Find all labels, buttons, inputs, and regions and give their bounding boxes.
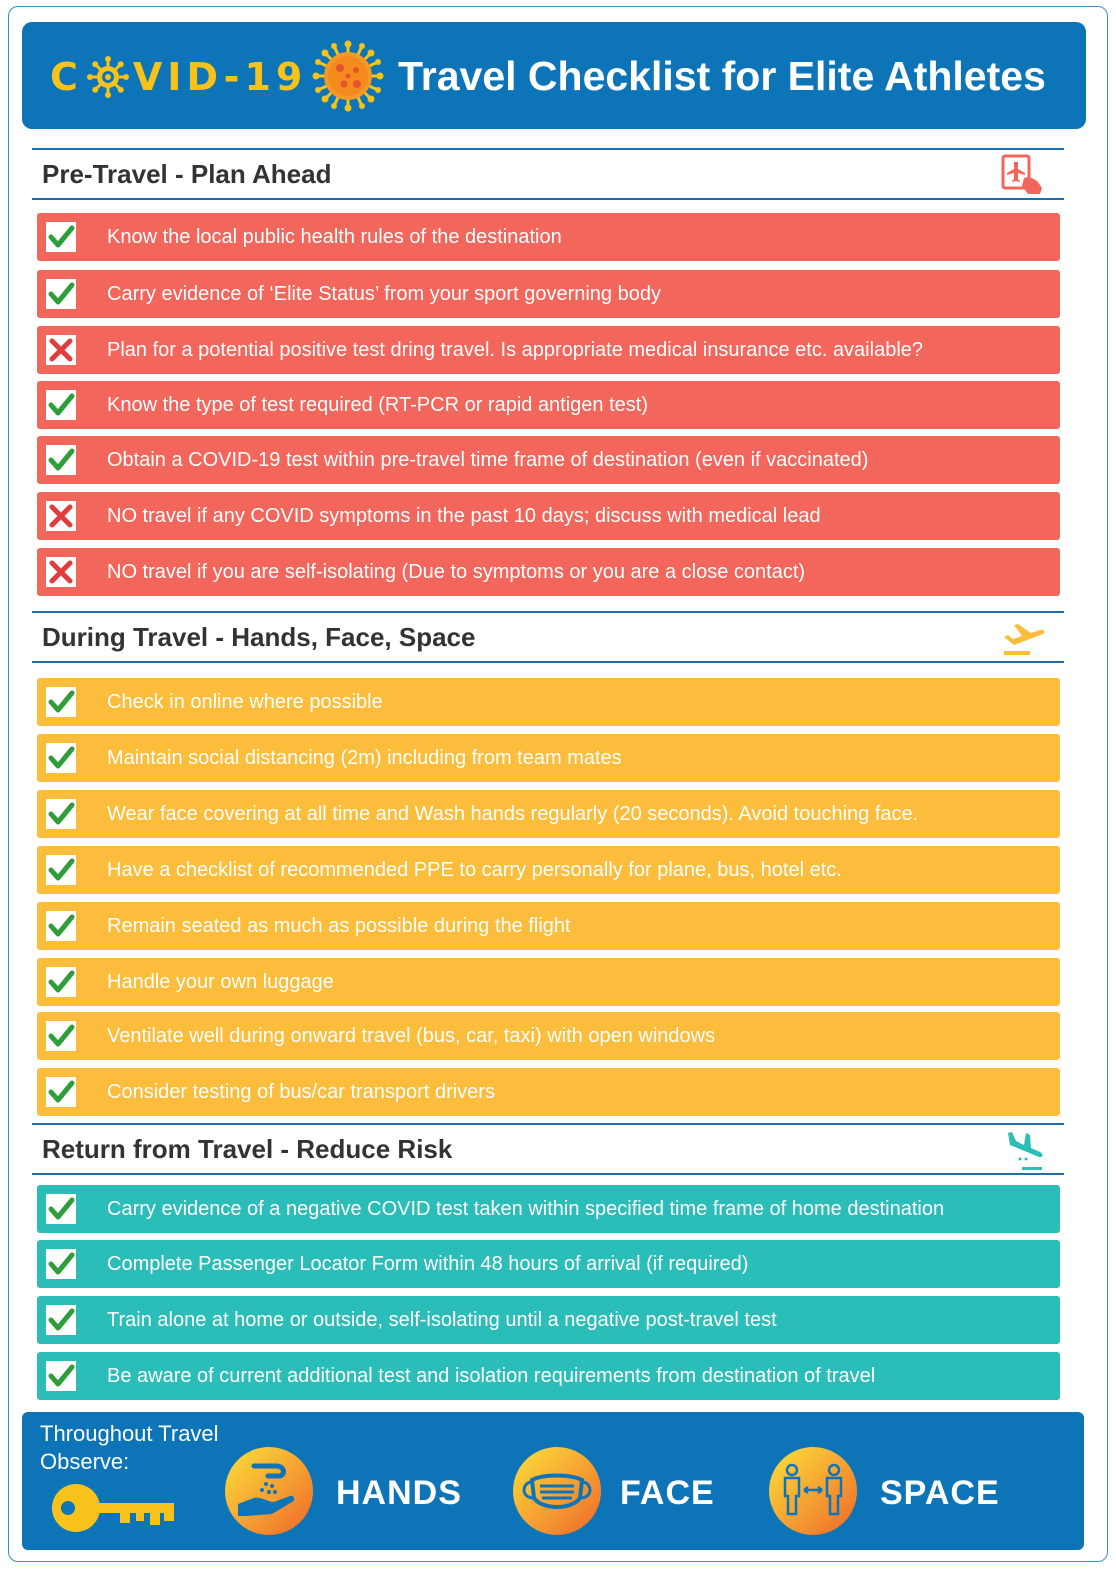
check-box: [46, 1077, 76, 1107]
item-text: Consider testing of bus/car transport drivers: [107, 1081, 495, 1103]
covid-letters-vid19: VID-19: [132, 55, 308, 99]
plane-takeoff-icon: [1000, 617, 1046, 659]
item-text: Remain seated as much as possible during the flight: [107, 915, 571, 937]
item-text: Complete Passenger Locator Form within 48 hours of arrival (if required): [107, 1253, 749, 1275]
observe-line-1: Throughout Travel: [40, 1421, 219, 1446]
check-box: [46, 799, 76, 829]
face-label: FACE: [620, 1474, 715, 1512]
item-text: Train alone at home or outside, self-isolating until a negative post-travel test: [107, 1309, 777, 1331]
item-text: Know the local public health rules of the destination: [107, 226, 562, 248]
face-mask-icon: [512, 1446, 602, 1536]
check-icon: [46, 743, 76, 773]
item-text: NO travel if you are self-isolating (Due to symptoms or you are a close contact): [107, 561, 806, 583]
check-icon: [46, 687, 76, 717]
checklist-item: [37, 548, 1060, 596]
checklist-item: [37, 678, 1060, 726]
social-distance-icon: [768, 1446, 858, 1536]
checklist-item: [37, 1012, 1060, 1060]
check-icon: [46, 1021, 76, 1051]
virus-o-icon: [87, 56, 129, 98]
checklist-item: [37, 213, 1060, 261]
footer-banner: [22, 1412, 1084, 1550]
checklist-item: [37, 846, 1060, 894]
item-text: Carry evidence of ‘Elite Status’ from your sport governing body: [107, 283, 661, 305]
plane-landing-icon: [1000, 1129, 1046, 1171]
key-icon: [50, 1478, 180, 1538]
checklist-item: [37, 734, 1060, 782]
hands-label: HANDS: [336, 1474, 462, 1512]
cross-icon: [46, 557, 76, 587]
checklist-item: [37, 902, 1060, 950]
tablet-plane-icon: [1000, 154, 1046, 196]
check-icon: [46, 279, 76, 309]
check-box: [46, 1194, 76, 1224]
space-label: SPACE: [880, 1474, 1000, 1512]
covid-letter-c: C: [50, 55, 83, 99]
section-during-travel-header: [32, 611, 1064, 663]
item-text: Be aware of current additional test and isolation requirements from destination of travel: [107, 1365, 876, 1387]
checklist-item: [37, 1240, 1060, 1288]
checklist-item: [37, 1185, 1060, 1233]
cross-box: [46, 557, 76, 587]
checklist-item: [37, 436, 1060, 484]
hand-washing-icon: [224, 1446, 314, 1536]
check-icon: [46, 1361, 76, 1391]
check-box: [46, 911, 76, 941]
check-icon: [46, 799, 76, 829]
checklist-item: [37, 1352, 1060, 1400]
checklist-item: [37, 790, 1060, 838]
item-text: Carry evidence of a negative COVID test taken within specified time frame of home destination: [107, 1198, 945, 1220]
check-box: [46, 1305, 76, 1335]
item-text: Plan for a potential positive test dring travel. Is appropriate medical insurance etc. available?: [107, 339, 924, 361]
covid-19-wordmark: [50, 52, 307, 102]
check-box: [46, 445, 76, 475]
check-box: [46, 1249, 76, 1279]
check-box: [46, 222, 76, 252]
check-icon: [46, 445, 76, 475]
check-icon: [46, 1249, 76, 1279]
check-box: [46, 687, 76, 717]
check-box: [46, 743, 76, 773]
checklist-item: [37, 1296, 1060, 1344]
check-icon: [46, 390, 76, 420]
observe-line-2: Observe:: [40, 1449, 130, 1474]
item-text: Have a checklist of recommended PPE to carry personally for plane, bus, hotel etc.: [107, 859, 842, 881]
checklist-item: [37, 958, 1060, 1006]
item-text: Check in online where possible: [107, 691, 383, 713]
section-title: Return from Travel - Reduce Risk: [42, 1134, 453, 1164]
cross-icon: [46, 335, 76, 365]
check-icon: [46, 855, 76, 885]
check-icon: [46, 1305, 76, 1335]
observe-caption: [40, 1420, 240, 1476]
check-box: [46, 390, 76, 420]
check-box: [46, 1361, 76, 1391]
check-icon: [46, 911, 76, 941]
section-return-travel-header: [32, 1123, 1064, 1175]
item-text: Obtain a COVID-19 test within pre-travel time frame of destination (even if vaccinated): [107, 449, 869, 471]
section-title: During Travel - Hands, Face, Space: [42, 622, 476, 652]
item-text: Wear face covering at all time and Wash hands regularly (20 seconds). Avoid touching face.: [107, 803, 919, 825]
item-text: Ventilate well during onward travel (bus, car, taxi) with open windows: [107, 1025, 716, 1047]
cross-box: [46, 501, 76, 531]
item-text: Maintain social distancing (2m) including from team mates: [107, 747, 622, 769]
check-icon: [46, 1194, 76, 1224]
page-title: Travel Checklist for Elite Athletes: [398, 53, 1046, 99]
cross-box: [46, 335, 76, 365]
check-box: [46, 1021, 76, 1051]
check-box: [46, 967, 76, 997]
item-text: NO travel if any COVID symptoms in the past 10 days; discuss with medical lead: [107, 505, 821, 527]
checklist-item: [37, 492, 1060, 540]
cross-icon: [46, 501, 76, 531]
check-icon: [46, 967, 76, 997]
item-text: Know the type of test required (RT-PCR or rapid antigen test): [107, 394, 649, 416]
checklist-item: [37, 1068, 1060, 1116]
checklist-item: [37, 326, 1060, 374]
coronavirus-icon: [312, 40, 384, 112]
check-icon: [46, 222, 76, 252]
checklist-item: [37, 270, 1060, 318]
checklist-item: [37, 381, 1060, 429]
check-box: [46, 855, 76, 885]
item-text: Handle your own luggage: [107, 971, 334, 993]
check-box: [46, 279, 76, 309]
section-title: Pre-Travel - Plan Ahead: [42, 159, 332, 189]
section-pre-travel-header: [32, 148, 1064, 200]
check-icon: [46, 1077, 76, 1107]
